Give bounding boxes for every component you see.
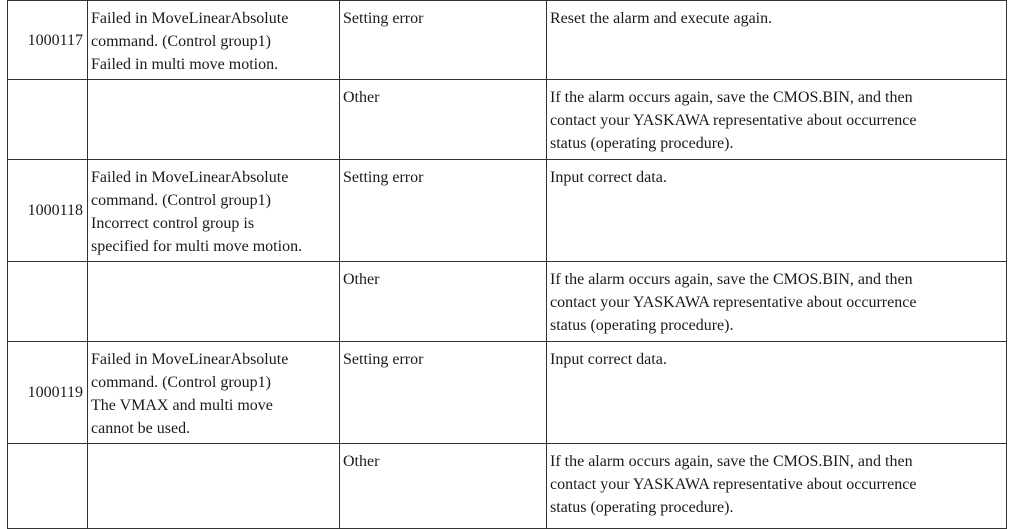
alarm-code-cell [8, 262, 88, 342]
cause-text: Setting error [343, 169, 424, 186]
cause-cell [340, 1, 547, 80]
alarm-code-cell [8, 160, 88, 262]
alarm-message-cell [88, 262, 340, 342]
alarm-code: 1000118 [27, 202, 83, 219]
alarm-message-line: Incorrect control group is [91, 215, 255, 232]
remedy-line: status (operating procedure). [550, 499, 734, 516]
cause-text: Other [343, 453, 380, 470]
remedy-line: If the alarm occurs again, save the CMOS.BIN, and then [550, 89, 913, 106]
remedy-cell [547, 80, 1007, 160]
cause-text: Setting error [343, 351, 424, 368]
table-row [8, 80, 1007, 160]
table-row [8, 1, 1007, 80]
cause-text: Setting error [343, 10, 424, 27]
remedy-cell [547, 1, 1007, 80]
remedy-cell [547, 342, 1007, 444]
cause-cell [340, 160, 547, 262]
alarm-code-cell [8, 444, 88, 529]
cause-cell [340, 342, 547, 444]
remedy-cell [547, 444, 1007, 529]
table-row [8, 342, 1007, 444]
remedy-cell [547, 160, 1007, 262]
alarm-message-line: cannot be used. [91, 420, 191, 437]
alarm-message-line: command. (Control group1) [91, 374, 271, 391]
alarm-code-cell [8, 80, 88, 160]
alarm-code: 1000117 [27, 31, 83, 49]
remedy-line: status (operating procedure). [550, 135, 734, 152]
table-row [8, 262, 1007, 342]
alarm-message-cell [88, 444, 340, 529]
cause-text: Other [343, 89, 380, 106]
remedy-line: If the alarm occurs again, save the CMOS.BIN, and then [550, 271, 913, 288]
alarm-code-cell [8, 1, 88, 80]
remedy-line: contact your YASKAWA representative about occurrence [550, 112, 917, 129]
cause-text: Other [343, 271, 380, 288]
remedy-line: Input correct data. [550, 351, 667, 368]
remedy-line: contact your YASKAWA representative about occurrence [550, 294, 917, 311]
alarm-message-line: command. (Control group1) [91, 33, 271, 50]
cause-cell [340, 80, 547, 160]
remedy-line: Reset the alarm and execute again. [550, 10, 773, 27]
remedy-line: If the alarm occurs again, save the CMOS.BIN, and then [550, 453, 913, 470]
alarm-message-line: Failed in MoveLinearAbsolute [91, 10, 289, 27]
remedy-line: contact your YASKAWA representative about occurrence [550, 476, 917, 493]
alarm-message-line: Failed in MoveLinearAbsolute [91, 169, 289, 186]
table-row [8, 444, 1007, 529]
alarm-code-cell [8, 342, 88, 444]
alarm-message-cell [88, 80, 340, 160]
alarm-message-cell [88, 160, 340, 262]
alarm-message-cell [88, 342, 340, 444]
cause-cell [340, 262, 547, 342]
alarm-message-line: Failed in multi move motion. [91, 56, 279, 73]
alarm-message-cell [88, 1, 340, 80]
alarm-message-line: Failed in MoveLinearAbsolute [91, 351, 289, 368]
alarm-message-line: The VMAX and multi move [91, 397, 273, 414]
alarm-message-line: command. (Control group1) [91, 192, 271, 209]
alarm-message-line: specified for multi move motion. [91, 238, 303, 255]
remedy-cell [547, 262, 1007, 342]
remedy-line: status (operating procedure). [550, 317, 734, 334]
remedy-line: Input correct data. [550, 169, 667, 186]
alarm-table [7, 0, 1007, 529]
cause-cell [340, 444, 547, 529]
table-row [8, 160, 1007, 262]
alarm-code: 1000119 [27, 384, 83, 401]
